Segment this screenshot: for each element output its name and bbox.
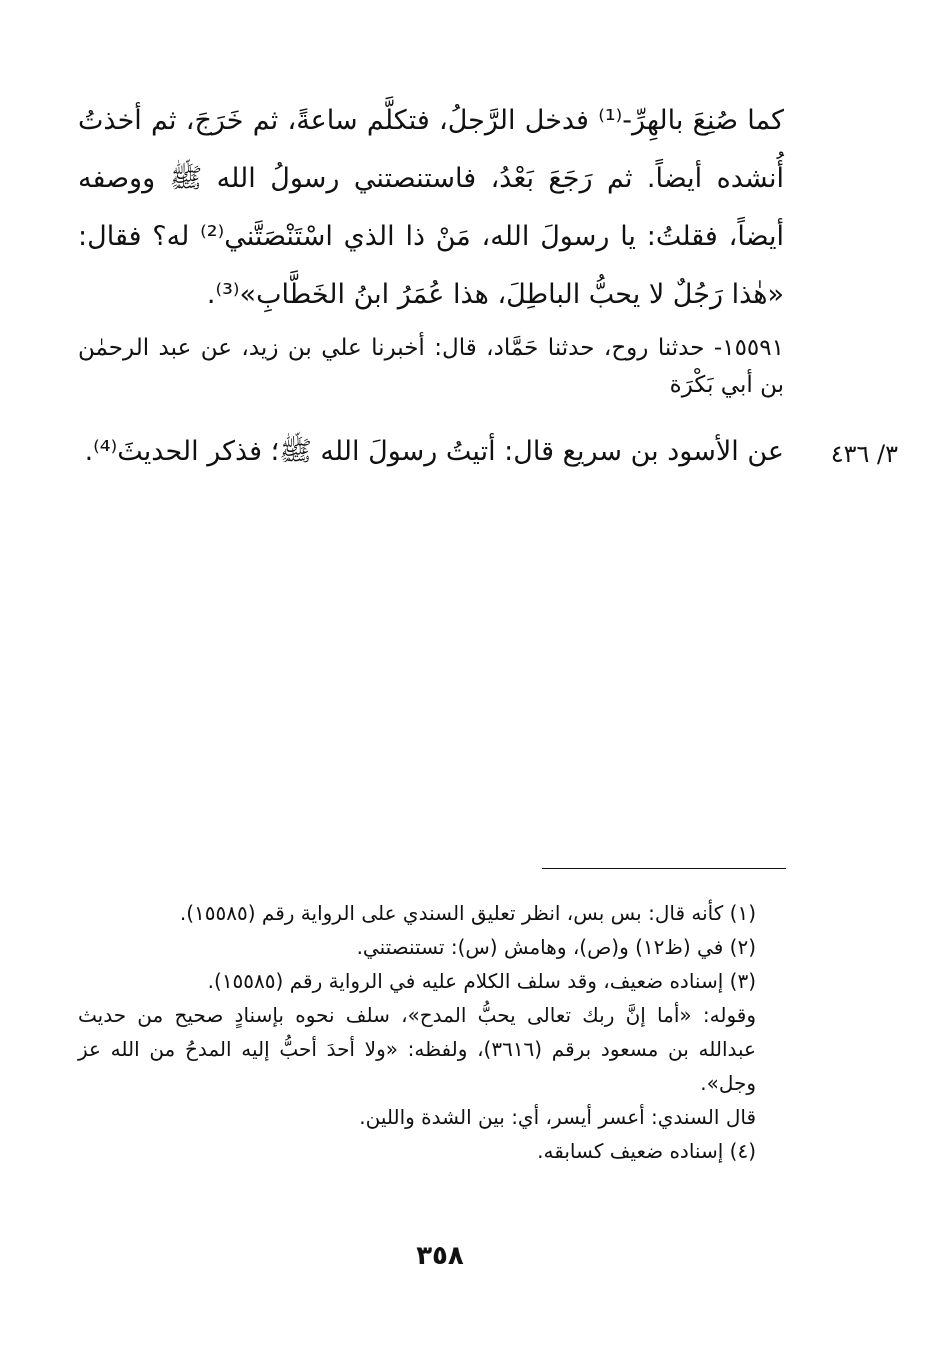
main-text [78, 92, 784, 324]
footnote-3-continued: وقوله: «أما إنَّ ربك تعالى يحبُّ المدح»، سلف نحوه بإسنادٍ صحيح من حديث عبدالله بن مسعود برقم (٣٦١٦)، ولفظه: «ولا أحدَ أحبُّ إليه المدحُ من الله عز وجل». [78, 1003, 756, 1095]
footnote-1: (١) كأنه قال: بس بس، انظر تعليق السندي على الرواية رقم (١٥٥٨٥). [179, 901, 756, 925]
page-number: ٣٥٨ [416, 1241, 464, 1271]
margin-reference: ٣/ ٤٣٦ [830, 440, 898, 468]
hadith-matn: عن الأسود بن سريع قال: أتيتُ رسولَ الله ﷺ؛ فذكر الحديثَ⁽⁴⁾. [84, 436, 784, 467]
footnote-4: (٤) إسناده ضعيف كسابقه. [537, 1139, 756, 1163]
footnotes [78, 896, 784, 1168]
footnote-3-sindi: قال السندي: أعسر أيسر، أي: بين الشدة واللين. [359, 1105, 756, 1129]
main-paragraph: كما صُنِعَ بالهِرِّ-⁽¹⁾ فدخل الرَّجلُ، فتكلَّم ساعةً، ثم خَرَجَ، ثم أخذتُ أُنشده أيضاً. ثم رَجَعَ بَعْدُ، فاستنصتني رسولُ الله ﷺ ووصفه أيضاً، فقلتُ: يا رسولَ الله، مَنْ ذا الذي اسْتَنْصَتَّني⁽²⁾ له؟ فقال: «هٰذا رَجُلٌ لا يحبُّ الباطِلَ، هذا عُمَرُ ابنُ الخَطَّابِ»⁽³⁾. [78, 105, 784, 310]
hadith-isnad: ١٥٥٩١- حدثنا روح، حدثنا حَمَّاد، قال: أخبرنا علي بن زيد، عن عبد الرحمٰن بن أبي بَكْرَة [78, 335, 784, 398]
footnote-3: (٣) إسناده ضعيف، وقد سلف الكلام عليه في الرواية رقم (١٥٥٨٥). [207, 969, 756, 993]
hadith-chain [78, 330, 784, 404]
footnote-divider [542, 868, 786, 869]
footnote-2: (٢) في (ظ١٢) و(ص)، وهامش (س): تستنصتني. [356, 935, 756, 959]
